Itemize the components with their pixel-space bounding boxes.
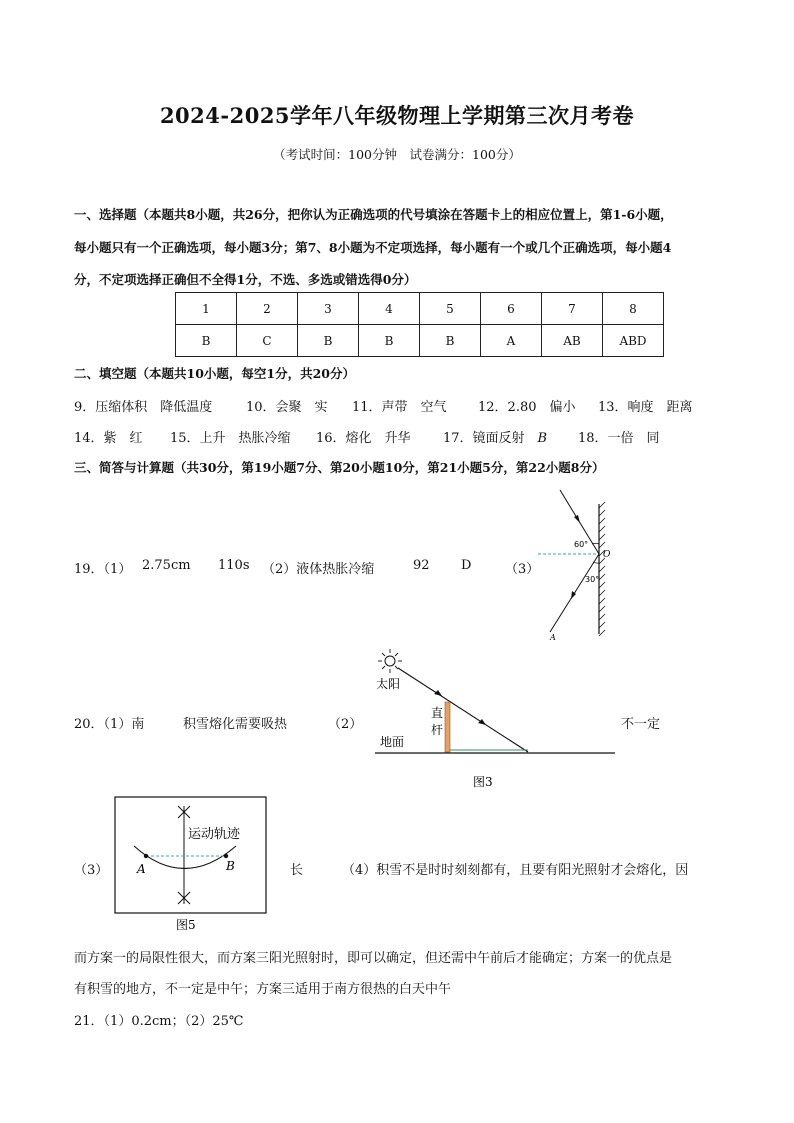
point-b-label: B: [226, 859, 235, 873]
point-o-label: O: [603, 550, 611, 560]
sun-label: 太阳: [376, 677, 401, 691]
table-cell: 5: [420, 293, 481, 325]
answer-13: 13．响度 距离: [598, 400, 693, 415]
answer-16: 16．熔化 升华: [316, 431, 411, 446]
q19-principle: （2）液体热胀冷缩: [262, 562, 375, 577]
point-a-label: A: [550, 633, 556, 642]
q19-time: 110s: [218, 558, 250, 573]
answer-table: [175, 292, 664, 357]
sun-icon: [385, 656, 395, 666]
q20-answer: 不一定: [621, 717, 661, 732]
table-cell: C: [237, 325, 298, 357]
q19-label: 19．（1）: [74, 562, 132, 577]
table-cell: 2: [237, 293, 298, 325]
q19-choice: D: [461, 558, 472, 573]
continuation-line1: 而方案一的局限性很大，而方案三阳光照射时，即可以确定，但还需中午前后才能确定；方案一的优点是: [74, 951, 673, 966]
answer-12: 12．2.80 偏小: [478, 400, 576, 415]
q19-part3: （3）: [505, 562, 540, 577]
table-cell: B: [298, 325, 359, 357]
table-cell: 7: [542, 293, 603, 325]
continuation-line2: 有积雪的地方，不一定是中午；方案三适用于南方很热的白天中午: [74, 982, 452, 997]
q19-length: 2.75cm: [142, 558, 191, 573]
page-title: 2024-2025学年八年级物理上学期第三次月考卷: [159, 103, 635, 128]
q20-label: 20．（1）南: [74, 717, 145, 732]
q19-reading: 92: [413, 558, 430, 573]
section2-header: 二、填空题（本题共10小题，每空1分，共20分）: [74, 366, 355, 381]
answer-17: 17．镜面反射 B: [443, 431, 548, 446]
pole-label-1: 直: [431, 706, 444, 720]
q20-part2: （2）: [328, 717, 363, 732]
angle-60-label: 60°: [574, 540, 589, 549]
table-cell: 3: [298, 293, 359, 325]
answer-9: 9．压缩体积 降低温度: [74, 400, 213, 415]
answer-14: 14．紫 红: [74, 431, 143, 446]
table-cell: B: [359, 325, 420, 357]
exam-info: （考试时间：100分钟 试卷满分：100分）: [273, 147, 521, 162]
figure5-caption: 图5: [176, 918, 196, 932]
track-label: 运动轨迹: [188, 827, 241, 842]
q20-part3-label: （3）: [74, 863, 109, 878]
mirror-reflection-figure: [530, 482, 640, 642]
table-cell: B: [176, 325, 237, 357]
q20-reason: 积雪熔化需要吸热: [183, 717, 288, 732]
answer-11: 11．声带 空气: [352, 400, 447, 415]
section1-line2: 每小题只有一个正确选项，每小题3分；第7、8小题为不定项选择，每小题有一个或几个正确选项，每小题4: [74, 240, 672, 255]
table-cell: 4: [359, 293, 420, 325]
table-row-answers: [176, 325, 664, 357]
angle-30-label: 30°: [585, 575, 600, 584]
q20-part3-answer: 长: [290, 863, 304, 878]
answer-10: 10．会聚 实: [246, 400, 328, 415]
figure3-caption: 图3: [473, 775, 493, 789]
table-cell: 6: [481, 293, 542, 325]
table-cell: A: [481, 325, 542, 357]
table-cell: ABD: [603, 325, 664, 357]
section1-line3: 分，不定项选择正确但不全得1分，不选、多选或错选得0分）: [74, 272, 417, 287]
ground-label: 地面: [380, 735, 405, 749]
q20-part4: （4）积雪不是时时刻刻都有，且要有阳光照射才会熔化，因: [342, 863, 689, 878]
pole-label-2: 杆: [431, 723, 444, 737]
table-cell: AB: [542, 325, 603, 357]
table-row-numbers: [176, 293, 664, 325]
table-cell: 1: [176, 293, 237, 325]
table-cell: 8: [603, 293, 664, 325]
motion-track-figure: [114, 796, 274, 936]
q21-answer: 21．（1）0.2cm；（2）25℃: [74, 1014, 244, 1029]
answer-18: 18．一倍 同: [578, 431, 660, 446]
table-cell: B: [420, 325, 481, 357]
section3-header: 三、简答与计算题（共30分，第19小题7分、第20小题10分，第21小题5分，第22小题8分）: [74, 460, 605, 475]
answer-17-b: B: [537, 431, 548, 446]
answer-15: 15．上升 热胀冷缩: [170, 431, 291, 446]
sun-shadow-figure: [360, 646, 620, 796]
point-a-label-fig5: A: [137, 862, 146, 876]
section1-line1: 一、选择题（本题共8小题，共26分，把你认为正确选项的代号填涂在答题卡上的相应位置上，第1-6小题，: [74, 207, 673, 222]
